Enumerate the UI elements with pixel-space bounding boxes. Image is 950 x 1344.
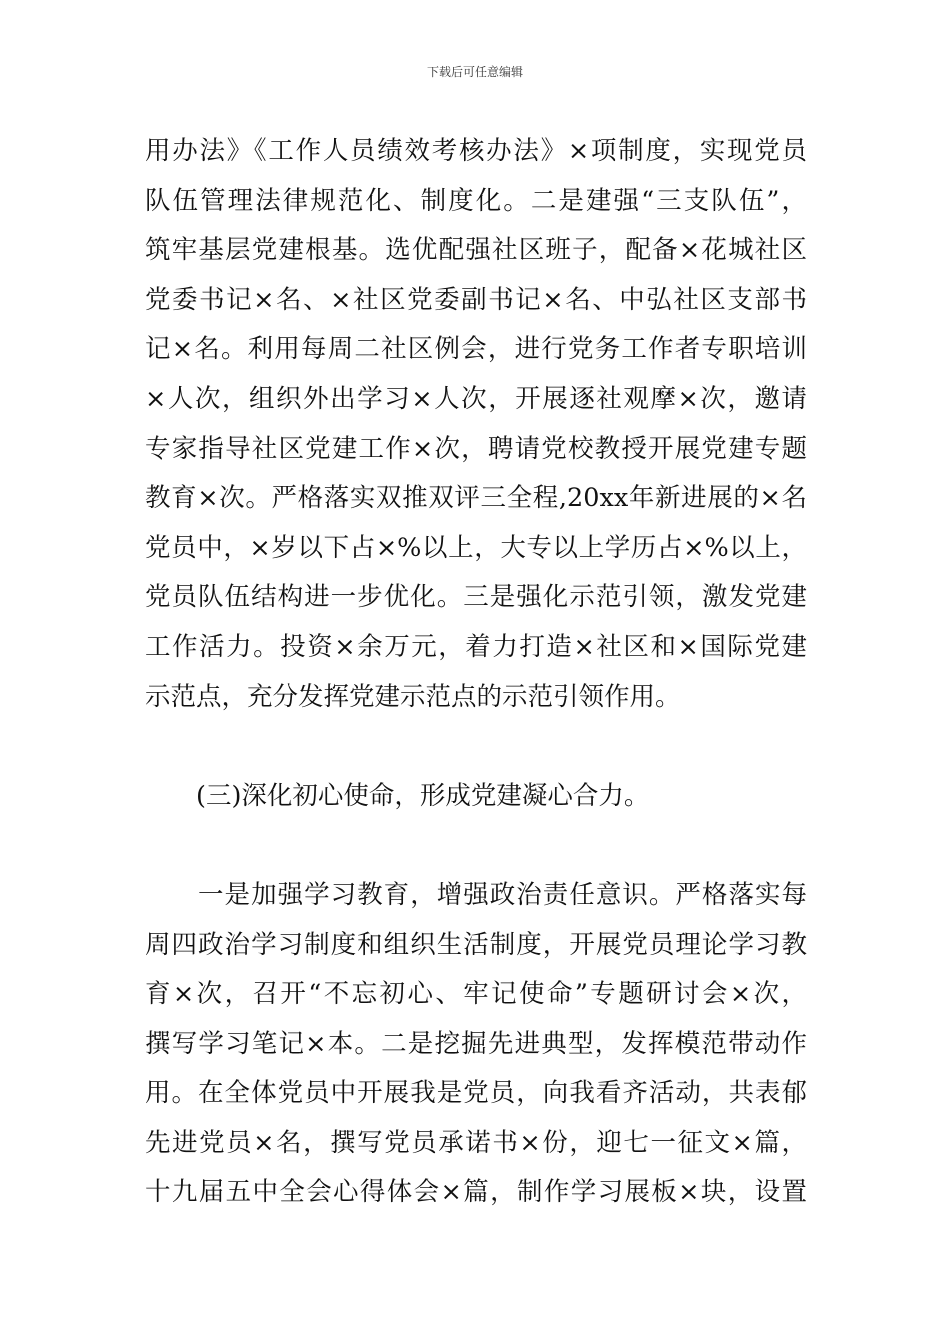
paragraph-line: 用办法》《工作人员绩效考核办法》×项制度，实现党员 (145, 136, 807, 166)
paragraph-spacer (145, 722, 807, 772)
paragraph-line: 撰写学习笔记×本。二是挖掘先进典型，发挥模范带动作 (145, 1028, 807, 1059)
paragraph-line: 工作活力。投资×余万元，着力打造×社区和×国际党建 (145, 631, 807, 662)
paragraph-line: ×人次，组织外出学习×人次，开展逐社观摩×次，邀请 (145, 383, 807, 414)
paragraph-line: 育×次，召开“不忘初心、牢记使命”专题研讨会×次， (145, 979, 807, 1010)
paragraph-line: 记×名。利用每周二社区例会，进行党务工作者专职培训 (145, 334, 807, 365)
paragraph-line: 用。在全体党员中开展我是党员，向我看齐活动，共表郁 (145, 1078, 807, 1109)
paragraph-line: 党员中，×岁以下占×%以上，大专以上学历占×%以上， (145, 532, 807, 563)
section-heading: (三)深化初心使命，形成党建凝心合力。 (145, 780, 650, 811)
paragraph-line: 一是加强学习教育，增强政治责任意识。严格落实每 (145, 879, 807, 910)
paragraph-line: 周四政治学习制度和组织生活制度，开展党员理论学习教 (145, 929, 807, 960)
paragraph-line: 党员队伍结构进一步优化。三是强化示范引领，激发党建 (145, 582, 807, 613)
paragraph-line: 示范点，充分发挥党建示范点的示范引领作用。 (145, 681, 681, 712)
paragraph-1 (145, 127, 807, 722)
paragraph-line: 筑牢基层党建根基。选优配强社区班子，配备×花城社区 (145, 235, 807, 266)
paragraph-line: 十九届五中全会心得体会×篇，制作学习展板×块，设置 (145, 1177, 807, 1208)
paragraph-line: 队伍管理法律规范化、制度化。二是建强“三支队伍”， (145, 185, 807, 216)
document-body (145, 127, 807, 1218)
paragraph-line: 专家指导社区党建工作×次，聘请党校教授开展党建专题 (145, 433, 807, 464)
paragraph-line: 先进党员×名，撰写党员承诺书×份，迎七一征文×篇， (145, 1127, 807, 1158)
paragraph-2 (145, 871, 807, 1218)
paragraph-line: 党委书记×名、×社区党委副书记×名、中弘社区支部书 (145, 284, 807, 315)
paragraph-line: 教育×次。严格落实双推双评三全程,20xx年新进展的×名 (145, 483, 807, 514)
page-header: 下载后可任意编辑 (426, 65, 523, 79)
paragraph-spacer (145, 821, 807, 871)
